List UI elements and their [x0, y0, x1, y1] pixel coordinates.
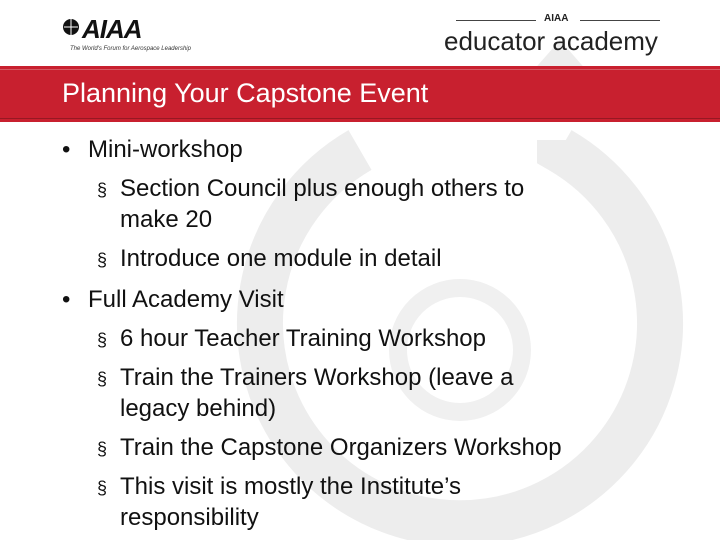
- aiaa-logo: [62, 12, 202, 56]
- bullet-full-academy-visit: Full Academy Visit: [88, 286, 284, 313]
- sub-bullet-marker: §: [97, 439, 108, 459]
- bullet-marker: •: [62, 136, 71, 163]
- sub-item-institute-responsibility: This visit is mostly the Institute’s: [120, 473, 461, 500]
- academy-logo-text: educator academy: [444, 26, 658, 56]
- logo-rule-left: [456, 20, 536, 21]
- sub-item-train-the-trainers-cont: legacy behind): [120, 395, 277, 422]
- sub-bullet-marker: §: [97, 180, 108, 200]
- title-band: [0, 66, 720, 122]
- sub-item-capstone-organizers: Train the Capstone Organizers Workshop: [120, 434, 562, 461]
- sub-item-teacher-training: 6 hour Teacher Training Workshop: [120, 325, 486, 352]
- bullet-mini-workshop: Mini-workshop: [88, 136, 243, 163]
- sub-item-introduce-module: Introduce one module in detail: [120, 245, 442, 272]
- sub-item-section-council: Section Council plus enough others to: [120, 175, 525, 202]
- sub-bullet-marker: §: [97, 478, 108, 498]
- sub-bullet-marker: §: [97, 330, 108, 350]
- sub-item-institute-responsibility-cont: responsibility: [120, 504, 259, 531]
- globe-icon: [62, 18, 80, 36]
- sub-item-section-council-cont: make 20: [120, 206, 213, 233]
- academy-logo-aiaa: AIAA: [544, 13, 569, 24]
- slide-title: Planning Your Capstone Event: [62, 78, 429, 108]
- logo-rule-right: [580, 20, 660, 21]
- bullet-marker: •: [62, 286, 71, 313]
- aiaa-tagline: The World's Forum for Aerospace Leadership: [70, 46, 191, 52]
- sub-bullet-marker: §: [97, 369, 108, 389]
- aiaa-logo-text: AIAA: [82, 14, 142, 44]
- title-band-shadow: [0, 118, 720, 119]
- sub-bullet-marker: §: [97, 250, 108, 270]
- sub-item-train-the-trainers: Train the Trainers Workshop (leave a: [120, 364, 514, 391]
- title-band-highlight: [0, 69, 720, 70]
- educator-academy-logo: [440, 4, 676, 60]
